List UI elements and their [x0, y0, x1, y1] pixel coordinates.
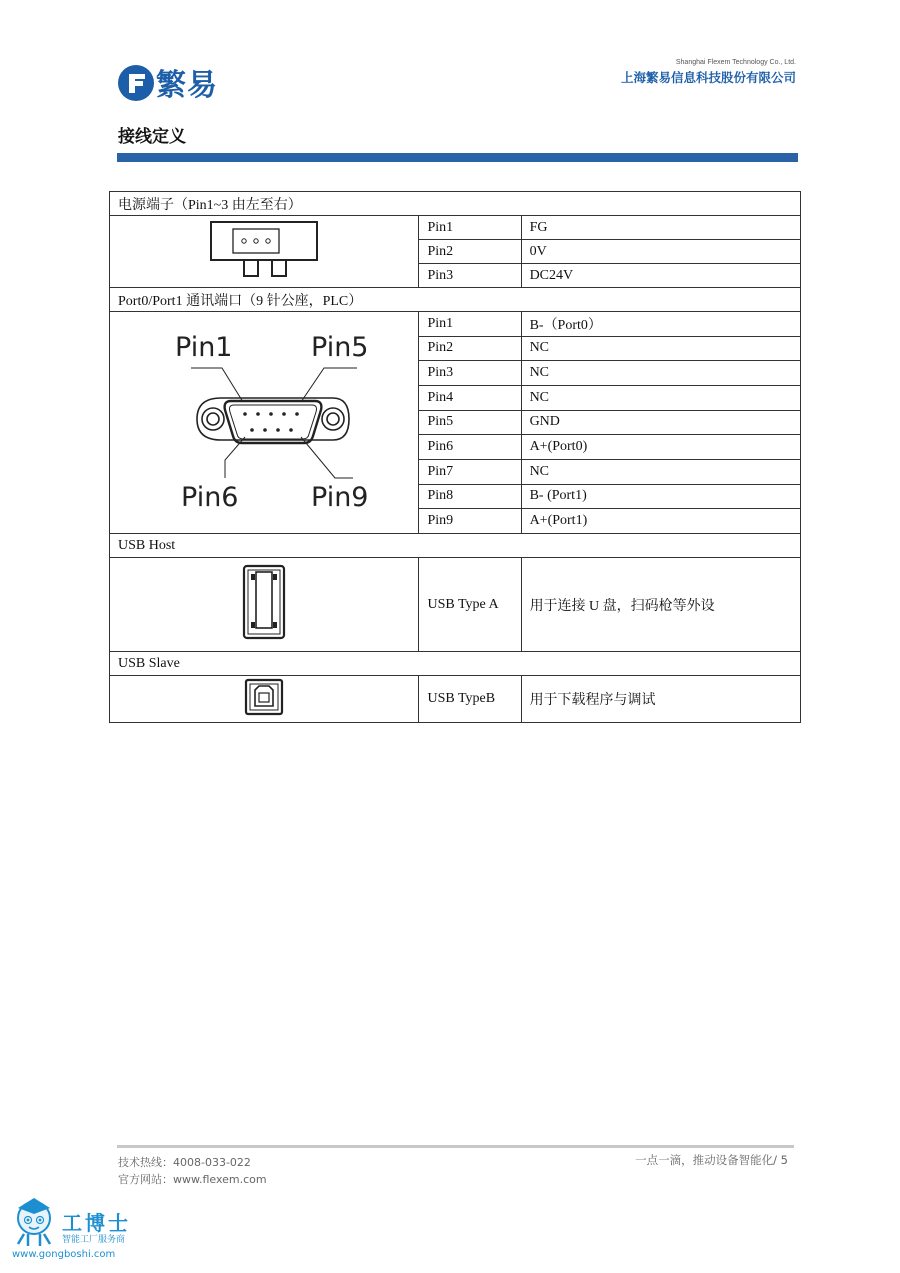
pin-cell: Pin2 [419, 336, 521, 361]
usb-type-a-icon [239, 562, 289, 642]
usb-host-header-row [110, 534, 801, 558]
usb-host-type: USB Type A [419, 558, 521, 652]
value-cell: DC24V [521, 264, 800, 288]
power-terminal-icon [199, 216, 329, 282]
table-row [110, 676, 801, 723]
footer-divider [117, 1145, 794, 1148]
port-header-row [110, 288, 801, 312]
usb-slave-title: USB Slave [110, 652, 801, 676]
footer-contact [118, 1154, 267, 1188]
section-title: 接线定义 [118, 127, 186, 147]
footer-website: 官方网站：www.flexem.com [118, 1173, 267, 1186]
pin-cell: Pin3 [419, 361, 521, 386]
company-name-cn: 上海繁易信息科技股份有限公司 [620, 70, 796, 85]
pin-cell: Pin5 [419, 410, 521, 435]
title-divider [117, 153, 798, 162]
value-cell: B-（Port0） [521, 312, 800, 337]
power-terminal-cell [110, 216, 419, 288]
pin-cell: Pin1 [419, 312, 521, 337]
usb-a-cell [110, 558, 419, 652]
value-cell: A+(Port1) [521, 509, 800, 534]
usb-slave-desc: 用于下载程序与调试 [521, 676, 800, 723]
value-cell: A+(Port0) [521, 435, 800, 460]
logo-text: 繁易 [156, 68, 218, 103]
value-cell: NC [521, 459, 800, 484]
pin-cell: Pin2 [419, 240, 521, 264]
db9-connector-icon [121, 312, 408, 528]
value-cell: NC [521, 361, 800, 386]
table-row [110, 558, 801, 652]
value-cell: 0V [521, 240, 800, 264]
wiring-table [109, 191, 801, 723]
power-title: 电源端子（Pin1~3 由左至右） [110, 192, 801, 216]
table-row [110, 312, 801, 337]
value-cell: NC [521, 385, 800, 410]
pin-cell: Pin6 [419, 435, 521, 460]
pin-cell: Pin8 [419, 484, 521, 509]
value-cell: B- (Port1) [521, 484, 800, 509]
footer-hotline: 技术热线：4008-033-022 [118, 1156, 251, 1169]
db9-connector-cell [110, 312, 419, 534]
usb-host-desc: 用于连接 U 盘，扫码枪等外设 [521, 558, 800, 652]
usb-slave-header-row [110, 652, 801, 676]
pin-cell: Pin4 [419, 385, 521, 410]
value-cell: FG [521, 216, 800, 240]
table-row [110, 216, 801, 240]
usb-b-cell [110, 676, 419, 723]
pin-cell: Pin3 [419, 264, 521, 288]
watermark-subtitle: 智能工厂服务商 [62, 1235, 126, 1245]
usb-host-title: USB Host [110, 534, 801, 558]
diagram-label-pin6: Pin6 [180, 482, 239, 513]
watermark-name: 工博士 [62, 1211, 131, 1235]
power-header-row [110, 192, 801, 216]
footer-slogan: 一点一滴，推动设备智能化/ 5 [635, 1153, 788, 1167]
pin-cell: Pin1 [419, 216, 521, 240]
diagram-label-pin5: Pin5 [310, 332, 369, 363]
usb-slave-type: USB TypeB [419, 676, 521, 723]
diagram-label-pin9: Pin9 [310, 482, 369, 513]
usb-type-b-icon [242, 677, 286, 717]
port-title: Port0/Port1 通讯端口（9 针公座，PLC） [110, 288, 801, 312]
pin-cell: Pin7 [419, 459, 521, 484]
watermark-url: www.gongboshi.com [12, 1249, 116, 1260]
company-name-en: Shanghai Flexem Technology Co., Ltd. [675, 59, 796, 66]
value-cell: GND [521, 410, 800, 435]
value-cell: NC [521, 336, 800, 361]
diagram-label-pin1: Pin1 [174, 332, 233, 363]
pin-cell: Pin9 [419, 509, 521, 534]
